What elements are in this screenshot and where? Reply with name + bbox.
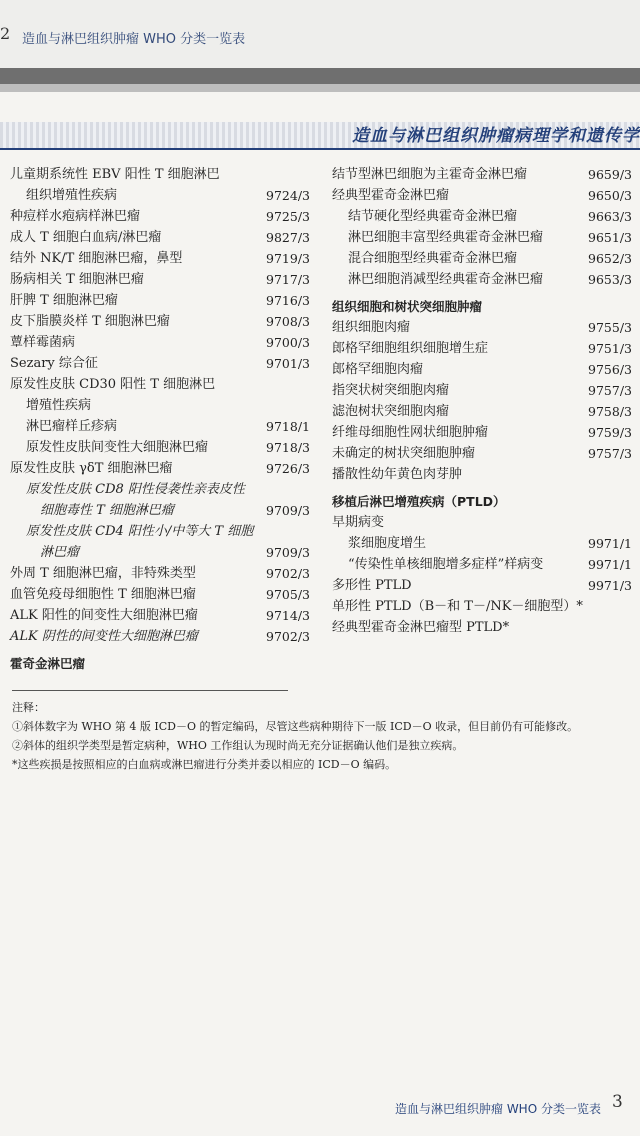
- entity-name: 指突状树突细胞肉瘤: [332, 383, 450, 398]
- classification-row: [332, 185, 632, 206]
- entity-name: 结节硬化型经典霍奇金淋巴瘤: [348, 209, 518, 224]
- icd-o-code: 9701/3: [266, 356, 310, 371]
- classification-row: [10, 542, 310, 563]
- entity-name: 种痘样水疱病样淋巴瘤: [10, 209, 141, 224]
- note-item: *这些疾损是按照相应的白血病或淋巴瘤进行分类并委以相应的 ICD－O 编码。: [12, 758, 397, 771]
- classification-row: [332, 317, 632, 338]
- entity-name: 儿童期系统性 EBV 阳性 T 细胞淋巴: [10, 167, 220, 182]
- entity-name: 滤泡树状突细胞肉瘤: [332, 404, 450, 419]
- notes-rule: [12, 690, 288, 691]
- entity-name: 肠病相关 T 细胞淋巴瘤: [10, 272, 144, 287]
- classification-row: [332, 248, 632, 269]
- classification-row: [332, 401, 632, 422]
- classification-row: [332, 443, 632, 464]
- classification-row: [10, 290, 310, 311]
- classification-row: [332, 464, 632, 485]
- entity-name: Sezary 综合征: [10, 356, 98, 371]
- entity-name: 蕈样霉菌病: [10, 335, 76, 350]
- icd-o-code: 9827/3: [266, 230, 310, 245]
- notes-label: 注释：: [12, 701, 45, 714]
- classification-row: [332, 206, 632, 227]
- icd-o-code: 9714/3: [266, 608, 310, 623]
- classification-row: [10, 248, 310, 269]
- classification-row: [332, 422, 632, 443]
- left-column: [10, 164, 310, 674]
- entity-name: 成人 T 细胞白血病/淋巴瘤: [10, 230, 162, 245]
- entity-name: ALK 阳性的间变性大细胞淋巴瘤: [10, 608, 198, 623]
- footer-page-number: 3: [612, 1092, 623, 1112]
- note-item: ①斜体数字为 WHO 第 4 版 ICD－O 的暂定编码，尽管这些病种期待下一版 ICD－O 收录，但目前仍有可能修改。: [12, 720, 579, 733]
- icd-o-code: 9709/3: [266, 503, 310, 518]
- icd-o-code: 9650/3: [588, 188, 632, 203]
- entity-name: 皮下脂膜炎样 T 细胞淋巴瘤: [10, 314, 170, 329]
- classification-row: [10, 563, 310, 584]
- entity-name: 结外 NK/T 细胞淋巴瘤，鼻型: [10, 251, 183, 266]
- classification-row: [10, 584, 310, 605]
- classification-row: [10, 626, 310, 647]
- classification-row: [10, 311, 310, 332]
- entity-name: 原发性皮肤间变性大细胞淋巴瘤: [26, 440, 209, 455]
- classification-row: [10, 185, 310, 206]
- icd-o-code: 9718/1: [266, 419, 310, 434]
- classification-row: [332, 596, 632, 617]
- entity-name: 单形性 PTLD（B－和 T－/NK－细胞型）*: [332, 599, 583, 614]
- previous-page-running-title: 造血与淋巴组织肿瘤 WHO 分类一览表: [22, 32, 246, 47]
- book-page: [0, 92, 640, 1136]
- icd-o-code: 9971/1: [588, 536, 632, 551]
- entity-name: 淋巴瘤样丘疹病: [26, 419, 118, 434]
- entity-name: 淋巴瘤: [40, 545, 80, 560]
- entity-name: 原发性皮肤 CD8 阳性侵袭性亲表皮性: [26, 482, 245, 497]
- icd-o-code: 9751/3: [588, 341, 632, 356]
- icd-o-code: 9758/3: [588, 404, 632, 419]
- entity-name: 播散性幼年黄色肉芽肿: [332, 467, 463, 482]
- entity-name: 原发性皮肤 CD30 阳性 T 细胞淋巴: [10, 377, 216, 392]
- classification-row: [10, 164, 310, 185]
- classification-row: [10, 458, 310, 479]
- entity-name: 组织细胞和树状突细胞肿瘤: [332, 299, 483, 314]
- icd-o-code: 9705/3: [266, 587, 310, 602]
- entity-name: 经典型霍奇金淋巴瘤: [332, 188, 450, 203]
- icd-o-code: 9708/3: [266, 314, 310, 329]
- icd-o-code: 9702/3: [266, 566, 310, 581]
- right-column: [332, 164, 632, 638]
- icd-o-code: 9709/3: [266, 545, 310, 560]
- icd-o-code: 9756/3: [588, 362, 632, 377]
- icd-o-code: 9718/3: [266, 440, 310, 455]
- previous-page-strip: [0, 0, 640, 70]
- entity-name: 淋巴细胞消减型经典霍奇金淋巴瘤: [348, 272, 544, 287]
- classification-row: [332, 269, 632, 290]
- classification-row: [332, 359, 632, 380]
- entity-name: “传染性单核细胞增多症样”样病变: [348, 557, 544, 572]
- entity-name: 经典型霍奇金淋巴瘤型 PTLD*: [332, 620, 510, 635]
- classification-row: [332, 575, 632, 596]
- entity-name: 组织细胞肉瘤: [332, 320, 411, 335]
- icd-o-code: 9757/3: [588, 446, 632, 461]
- classification-row: [10, 206, 310, 227]
- classification-row: [10, 395, 310, 416]
- icd-o-code: 9759/3: [588, 425, 632, 440]
- previous-page-number: 2: [0, 24, 11, 43]
- icd-o-code: 9757/3: [588, 383, 632, 398]
- icd-o-code: 9725/3: [266, 209, 310, 224]
- entity-name: 郎格罕细胞肉瘤: [332, 362, 424, 377]
- icd-o-code: 9716/3: [266, 293, 310, 308]
- entity-name: 淋巴细胞丰富型经典霍奇金淋巴瘤: [348, 230, 544, 245]
- icd-o-code: 9755/3: [588, 320, 632, 335]
- entity-name: 原发性皮肤 CD4 阳性小/中等大 T 细胞: [26, 524, 254, 539]
- entity-name: 纤维母细胞性网状细胞肿瘤: [332, 425, 489, 440]
- entity-name: 郎格罕细胞组织细胞增生症: [332, 341, 489, 356]
- icd-o-code: 9726/3: [266, 461, 310, 476]
- classification-row: [10, 479, 310, 500]
- entity-name: 肝脾 T 细胞淋巴瘤: [10, 293, 118, 308]
- classification-row: [10, 437, 310, 458]
- entity-name: 多形性 PTLD: [332, 578, 412, 593]
- section-heading: [332, 491, 632, 512]
- icd-o-code: 9651/3: [588, 230, 632, 245]
- entity-name: ALK 阴性的间变性大细胞淋巴瘤: [10, 629, 198, 644]
- entity-name: 外周 T 细胞淋巴瘤，非特殊类型: [10, 566, 196, 581]
- icd-o-code: 9971/3: [588, 578, 632, 593]
- icd-o-code: 9700/3: [266, 335, 310, 350]
- note-item: ②斜体的组织学类型是暂定病种，WHO 工作组认为现时尚无充分证据确认他们是独立疾病。: [12, 739, 464, 752]
- icd-o-code: 9717/3: [266, 272, 310, 287]
- classification-row: [10, 500, 310, 521]
- classification-row: [332, 338, 632, 359]
- classification-row: [10, 521, 310, 542]
- icd-o-code: 9663/3: [588, 209, 632, 224]
- section-heading-text: 霍奇金淋巴瘤: [10, 656, 86, 671]
- section-heading: [10, 653, 310, 674]
- entity-name: 早期病变: [332, 515, 385, 530]
- entity-name: 浆细胞度增生: [348, 536, 427, 551]
- classification-row: [10, 353, 310, 374]
- header-rule: [0, 148, 640, 150]
- notes: [12, 698, 632, 774]
- icd-o-code: 9653/3: [588, 272, 632, 287]
- icd-o-code: 9702/3: [266, 629, 310, 644]
- icd-o-code: 9971/1: [588, 557, 632, 572]
- classification-row: [332, 164, 632, 185]
- classification-row: [10, 374, 310, 395]
- entity-name: 血管免疫母细胞性 T 细胞淋巴瘤: [10, 587, 196, 602]
- classification-row: [332, 380, 632, 401]
- classification-row: [332, 617, 632, 638]
- section-heading: [332, 296, 632, 317]
- classification-row: [332, 227, 632, 248]
- icd-o-code: 9719/3: [266, 251, 310, 266]
- classification-row: [10, 269, 310, 290]
- icd-o-code: 9724/3: [266, 188, 310, 203]
- running-title: 造血与淋巴组织肿瘤病理学和遗传学: [352, 126, 640, 146]
- entity-name: 未确定的树状突细胞肿瘤: [332, 446, 476, 461]
- icd-o-code: 9659/3: [588, 167, 632, 182]
- footer-running-title: 造血与淋巴组织肿瘤 WHO 分类一览表: [395, 1102, 601, 1116]
- classification-row: [10, 605, 310, 626]
- entity-name: 混合细胞型经典霍奇金淋巴瘤: [348, 251, 518, 266]
- classification-row: [10, 416, 310, 437]
- entity-name: 细胞毒性 T 细胞淋巴瘤: [40, 503, 174, 518]
- classification-row: [332, 533, 632, 554]
- classification-row: [10, 332, 310, 353]
- entity-name: 结节型淋巴细胞为主霍奇金淋巴瘤: [332, 167, 528, 182]
- entity-name: 原发性皮肤 γδT 细胞淋巴瘤: [10, 461, 173, 476]
- entity-name: 组织增殖性疾病: [26, 188, 118, 203]
- entity-name: 增殖性疾病: [26, 398, 92, 413]
- icd-o-code: 9652/3: [588, 251, 632, 266]
- classification-row: [332, 512, 632, 533]
- classification-row: [10, 227, 310, 248]
- entity-name: 移植后淋巴增殖疾病（PTLD）: [332, 494, 506, 509]
- classification-row: [332, 554, 632, 575]
